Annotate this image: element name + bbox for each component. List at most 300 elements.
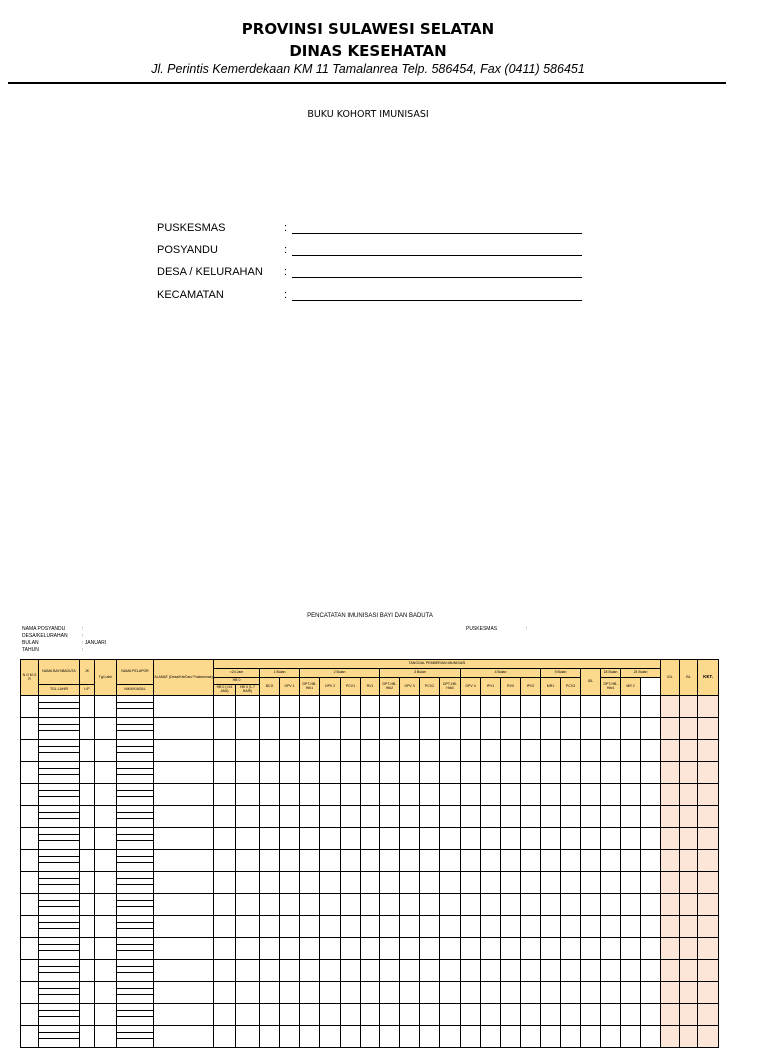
table-cell[interactable] (561, 718, 581, 740)
table-cell[interactable] (300, 784, 320, 806)
table-cell[interactable] (154, 894, 214, 916)
table-cell[interactable] (300, 894, 320, 916)
table-cell[interactable] (420, 762, 440, 784)
table-cell[interactable] (39, 850, 80, 872)
table-cell[interactable] (541, 1026, 561, 1048)
table-cell[interactable] (481, 696, 501, 718)
table-cell[interactable] (561, 850, 581, 872)
table-cell[interactable] (581, 960, 601, 982)
table-cell[interactable] (400, 894, 420, 916)
table-cell[interactable] (380, 696, 400, 718)
table-cell[interactable] (641, 850, 661, 872)
table-cell[interactable] (440, 982, 461, 1004)
table-cell[interactable] (521, 740, 541, 762)
table-cell[interactable] (341, 718, 361, 740)
table-cell[interactable] (260, 938, 280, 960)
table-cell[interactable] (680, 828, 698, 850)
table-cell[interactable] (80, 696, 95, 718)
table-cell[interactable] (461, 916, 481, 938)
table-cell[interactable] (541, 938, 561, 960)
table-cell[interactable] (320, 982, 341, 1004)
table-cell[interactable] (420, 740, 440, 762)
table-cell[interactable] (280, 982, 300, 1004)
table-cell[interactable] (39, 1026, 80, 1048)
table-cell[interactable] (680, 894, 698, 916)
table-cell[interactable] (341, 806, 361, 828)
table-cell[interactable] (661, 696, 680, 718)
table-cell[interactable] (661, 806, 680, 828)
table-cell[interactable] (420, 938, 440, 960)
table-cell[interactable] (361, 1004, 380, 1026)
table-cell[interactable] (680, 916, 698, 938)
table-cell[interactable] (581, 762, 601, 784)
table-cell[interactable] (80, 784, 95, 806)
table-cell[interactable] (39, 696, 80, 718)
table-cell[interactable] (400, 872, 420, 894)
table-cell[interactable] (641, 828, 661, 850)
table-cell[interactable] (154, 982, 214, 1004)
table-cell[interactable] (561, 762, 581, 784)
table-cell[interactable] (641, 806, 661, 828)
table-cell[interactable] (361, 982, 380, 1004)
table-cell[interactable] (420, 784, 440, 806)
table-cell[interactable] (380, 916, 400, 938)
table-cell[interactable] (117, 872, 154, 894)
table-cell[interactable] (698, 872, 719, 894)
table-cell[interactable] (154, 1004, 214, 1026)
table-cell[interactable] (39, 872, 80, 894)
table-cell[interactable] (361, 762, 380, 784)
table-cell[interactable] (236, 960, 260, 982)
table-cell[interactable] (214, 696, 236, 718)
table-cell[interactable] (561, 740, 581, 762)
table-cell[interactable] (39, 916, 80, 938)
table-cell[interactable] (117, 982, 154, 1004)
table-cell[interactable] (95, 718, 117, 740)
table-cell[interactable] (95, 1026, 117, 1048)
table-cell[interactable] (461, 806, 481, 828)
table-cell[interactable] (95, 938, 117, 960)
table-cell[interactable] (521, 850, 541, 872)
table-cell[interactable] (361, 784, 380, 806)
table-cell[interactable] (661, 894, 680, 916)
table-cell[interactable] (320, 1026, 341, 1048)
table-cell[interactable] (680, 938, 698, 960)
table-cell[interactable] (95, 872, 117, 894)
table-cell[interactable] (154, 784, 214, 806)
table-cell[interactable] (680, 982, 698, 1004)
table-cell[interactable] (236, 718, 260, 740)
table-cell[interactable] (601, 938, 621, 960)
table-cell[interactable] (601, 806, 621, 828)
table-cell[interactable] (260, 1026, 280, 1048)
table-cell[interactable] (260, 784, 280, 806)
table-cell[interactable] (481, 916, 501, 938)
table-cell[interactable] (380, 718, 400, 740)
table-cell[interactable] (39, 894, 80, 916)
table-cell[interactable] (680, 806, 698, 828)
table-cell[interactable] (481, 784, 501, 806)
table-cell[interactable] (380, 960, 400, 982)
table-cell[interactable] (521, 916, 541, 938)
table-cell[interactable] (698, 1004, 719, 1026)
table-cell[interactable] (341, 894, 361, 916)
table-cell[interactable] (501, 828, 521, 850)
table-cell[interactable] (541, 916, 561, 938)
table-cell[interactable] (420, 1004, 440, 1026)
table-cell[interactable] (39, 740, 80, 762)
table-cell[interactable] (461, 960, 481, 982)
table-cell[interactable] (236, 762, 260, 784)
table-cell[interactable] (501, 850, 521, 872)
table-cell[interactable] (236, 1004, 260, 1026)
table-cell[interactable] (260, 1004, 280, 1026)
table-cell[interactable] (117, 740, 154, 762)
table-cell[interactable] (680, 740, 698, 762)
table-cell[interactable] (300, 982, 320, 1004)
table-cell[interactable] (80, 740, 95, 762)
table-cell[interactable] (461, 982, 481, 1004)
table-cell[interactable] (601, 960, 621, 982)
table-cell[interactable] (95, 784, 117, 806)
table-cell[interactable] (361, 696, 380, 718)
table-cell[interactable] (341, 1004, 361, 1026)
table-cell[interactable] (117, 850, 154, 872)
table-cell[interactable] (440, 850, 461, 872)
table-cell[interactable] (621, 718, 641, 740)
table-cell[interactable] (280, 960, 300, 982)
table-cell[interactable] (280, 762, 300, 784)
table-cell[interactable] (561, 894, 581, 916)
table-cell[interactable] (461, 850, 481, 872)
table-cell[interactable] (214, 982, 236, 1004)
table-cell[interactable] (21, 982, 39, 1004)
table-cell[interactable] (21, 1026, 39, 1048)
table-cell[interactable] (521, 828, 541, 850)
info-fill-line[interactable] (292, 255, 582, 256)
table-cell[interactable] (661, 718, 680, 740)
table-cell[interactable] (95, 762, 117, 784)
table-cell[interactable] (501, 982, 521, 1004)
table-cell[interactable] (461, 784, 481, 806)
table-cell[interactable] (380, 850, 400, 872)
table-cell[interactable] (461, 696, 481, 718)
table-cell[interactable] (341, 938, 361, 960)
table-cell[interactable] (621, 872, 641, 894)
table-cell[interactable] (400, 1004, 420, 1026)
table-cell[interactable] (21, 850, 39, 872)
table-cell[interactable] (461, 1004, 481, 1026)
table-cell[interactable] (300, 938, 320, 960)
table-cell[interactable] (561, 828, 581, 850)
table-cell[interactable] (440, 784, 461, 806)
table-cell[interactable] (117, 806, 154, 828)
table-cell[interactable] (361, 872, 380, 894)
table-cell[interactable] (236, 696, 260, 718)
table-cell[interactable] (117, 1026, 154, 1048)
table-cell[interactable] (117, 828, 154, 850)
table-cell[interactable] (581, 740, 601, 762)
table-cell[interactable] (641, 1026, 661, 1048)
table-cell[interactable] (481, 850, 501, 872)
table-cell[interactable] (661, 784, 680, 806)
table-cell[interactable] (601, 1004, 621, 1026)
table-cell[interactable] (661, 982, 680, 1004)
table-cell[interactable] (280, 872, 300, 894)
table-cell[interactable] (154, 850, 214, 872)
table-cell[interactable] (661, 762, 680, 784)
table-cell[interactable] (21, 828, 39, 850)
table-cell[interactable] (541, 696, 561, 718)
table-cell[interactable] (361, 1026, 380, 1048)
table-cell[interactable] (581, 850, 601, 872)
table-cell[interactable] (300, 960, 320, 982)
table-cell[interactable] (236, 784, 260, 806)
table-cell[interactable] (154, 938, 214, 960)
table-cell[interactable] (541, 784, 561, 806)
table-cell[interactable] (80, 806, 95, 828)
table-cell[interactable] (400, 718, 420, 740)
table-cell[interactable] (214, 1004, 236, 1026)
table-cell[interactable] (561, 872, 581, 894)
table-cell[interactable] (260, 960, 280, 982)
table-cell[interactable] (541, 850, 561, 872)
table-cell[interactable] (561, 696, 581, 718)
table-cell[interactable] (361, 718, 380, 740)
table-cell[interactable] (21, 1004, 39, 1026)
table-cell[interactable] (698, 718, 719, 740)
table-cell[interactable] (440, 806, 461, 828)
table-cell[interactable] (380, 806, 400, 828)
table-cell[interactable] (621, 894, 641, 916)
table-cell[interactable] (214, 828, 236, 850)
table-cell[interactable] (260, 718, 280, 740)
table-cell[interactable] (621, 916, 641, 938)
table-cell[interactable] (581, 696, 601, 718)
table-cell[interactable] (154, 872, 214, 894)
table-cell[interactable] (621, 806, 641, 828)
table-cell[interactable] (541, 762, 561, 784)
table-cell[interactable] (320, 740, 341, 762)
table-cell[interactable] (601, 696, 621, 718)
table-cell[interactable] (361, 850, 380, 872)
table-cell[interactable] (280, 850, 300, 872)
table-cell[interactable] (95, 740, 117, 762)
table-cell[interactable] (39, 1004, 80, 1026)
table-cell[interactable] (300, 762, 320, 784)
table-cell[interactable] (420, 718, 440, 740)
table-cell[interactable] (541, 872, 561, 894)
table-cell[interactable] (260, 850, 280, 872)
table-cell[interactable] (661, 872, 680, 894)
table-cell[interactable] (117, 784, 154, 806)
table-cell[interactable] (80, 982, 95, 1004)
table-cell[interactable] (541, 894, 561, 916)
table-cell[interactable] (541, 740, 561, 762)
table-cell[interactable] (561, 916, 581, 938)
table-cell[interactable] (621, 1004, 641, 1026)
table-cell[interactable] (400, 696, 420, 718)
table-cell[interactable] (260, 916, 280, 938)
table-cell[interactable] (21, 806, 39, 828)
table-cell[interactable] (501, 740, 521, 762)
table-cell[interactable] (621, 784, 641, 806)
table-cell[interactable] (661, 850, 680, 872)
table-cell[interactable] (440, 740, 461, 762)
table-cell[interactable] (420, 1026, 440, 1048)
table-cell[interactable] (300, 740, 320, 762)
table-cell[interactable] (440, 916, 461, 938)
table-cell[interactable] (361, 828, 380, 850)
table-cell[interactable] (680, 1004, 698, 1026)
table-cell[interactable] (501, 894, 521, 916)
table-cell[interactable] (214, 1026, 236, 1048)
table-cell[interactable] (521, 806, 541, 828)
table-cell[interactable] (214, 784, 236, 806)
table-cell[interactable] (440, 1004, 461, 1026)
table-cell[interactable] (21, 938, 39, 960)
table-cell[interactable] (661, 938, 680, 960)
table-cell[interactable] (581, 938, 601, 960)
table-cell[interactable] (117, 696, 154, 718)
table-cell[interactable] (698, 938, 719, 960)
table-cell[interactable] (521, 894, 541, 916)
table-cell[interactable] (300, 872, 320, 894)
table-cell[interactable] (80, 762, 95, 784)
table-cell[interactable] (280, 784, 300, 806)
table-cell[interactable] (21, 960, 39, 982)
table-cell[interactable] (236, 850, 260, 872)
table-cell[interactable] (481, 1004, 501, 1026)
table-cell[interactable] (341, 982, 361, 1004)
table-cell[interactable] (154, 1026, 214, 1048)
table-cell[interactable] (380, 828, 400, 850)
table-cell[interactable] (561, 1026, 581, 1048)
table-cell[interactable] (680, 762, 698, 784)
table-cell[interactable] (320, 718, 341, 740)
table-cell[interactable] (461, 872, 481, 894)
table-cell[interactable] (117, 916, 154, 938)
table-cell[interactable] (698, 960, 719, 982)
table-cell[interactable] (501, 1026, 521, 1048)
table-cell[interactable] (154, 696, 214, 718)
info-fill-line[interactable] (292, 300, 582, 301)
table-cell[interactable] (400, 960, 420, 982)
table-cell[interactable] (117, 762, 154, 784)
table-cell[interactable] (420, 872, 440, 894)
table-cell[interactable] (380, 1026, 400, 1048)
table-cell[interactable] (461, 938, 481, 960)
table-cell[interactable] (661, 1026, 680, 1048)
table-cell[interactable] (300, 806, 320, 828)
table-cell[interactable] (380, 894, 400, 916)
table-cell[interactable] (661, 1004, 680, 1026)
table-cell[interactable] (117, 718, 154, 740)
table-cell[interactable] (280, 938, 300, 960)
table-cell[interactable] (280, 828, 300, 850)
table-cell[interactable] (400, 938, 420, 960)
table-cell[interactable] (260, 982, 280, 1004)
table-cell[interactable] (461, 762, 481, 784)
table-cell[interactable] (420, 806, 440, 828)
table-cell[interactable] (501, 916, 521, 938)
table-cell[interactable] (236, 872, 260, 894)
table-cell[interactable] (21, 718, 39, 740)
table-cell[interactable] (641, 916, 661, 938)
table-cell[interactable] (341, 696, 361, 718)
table-cell[interactable] (400, 806, 420, 828)
table-cell[interactable] (601, 718, 621, 740)
table-cell[interactable] (521, 784, 541, 806)
table-cell[interactable] (260, 828, 280, 850)
table-cell[interactable] (541, 982, 561, 1004)
table-cell[interactable] (236, 740, 260, 762)
table-cell[interactable] (501, 696, 521, 718)
table-cell[interactable] (581, 982, 601, 1004)
table-cell[interactable] (501, 762, 521, 784)
table-cell[interactable] (420, 828, 440, 850)
table-cell[interactable] (361, 938, 380, 960)
table-cell[interactable] (521, 872, 541, 894)
table-cell[interactable] (680, 1026, 698, 1048)
table-cell[interactable] (440, 938, 461, 960)
table-cell[interactable] (601, 762, 621, 784)
table-cell[interactable] (481, 828, 501, 850)
table-cell[interactable] (260, 762, 280, 784)
table-cell[interactable] (380, 784, 400, 806)
table-cell[interactable] (698, 916, 719, 938)
table-cell[interactable] (117, 894, 154, 916)
table-cell[interactable] (214, 806, 236, 828)
table-cell[interactable] (501, 806, 521, 828)
table-cell[interactable] (698, 784, 719, 806)
table-cell[interactable] (641, 960, 661, 982)
table-cell[interactable] (661, 740, 680, 762)
table-cell[interactable] (80, 718, 95, 740)
table-cell[interactable] (154, 916, 214, 938)
table-cell[interactable] (461, 1026, 481, 1048)
table-cell[interactable] (420, 960, 440, 982)
table-cell[interactable] (214, 718, 236, 740)
table-cell[interactable] (541, 1004, 561, 1026)
table-cell[interactable] (341, 828, 361, 850)
table-cell[interactable] (95, 806, 117, 828)
table-cell[interactable] (380, 872, 400, 894)
table-cell[interactable] (80, 916, 95, 938)
table-cell[interactable] (154, 960, 214, 982)
table-cell[interactable] (361, 894, 380, 916)
table-cell[interactable] (320, 894, 341, 916)
table-cell[interactable] (154, 762, 214, 784)
table-cell[interactable] (214, 916, 236, 938)
table-cell[interactable] (39, 828, 80, 850)
table-cell[interactable] (236, 894, 260, 916)
table-cell[interactable] (260, 894, 280, 916)
table-cell[interactable] (260, 740, 280, 762)
table-cell[interactable] (300, 718, 320, 740)
table-cell[interactable] (581, 916, 601, 938)
table-cell[interactable] (39, 938, 80, 960)
table-cell[interactable] (95, 894, 117, 916)
table-cell[interactable] (541, 806, 561, 828)
table-cell[interactable] (320, 806, 341, 828)
table-cell[interactable] (601, 916, 621, 938)
table-cell[interactable] (680, 872, 698, 894)
table-cell[interactable] (320, 850, 341, 872)
table-cell[interactable] (440, 872, 461, 894)
table-cell[interactable] (280, 916, 300, 938)
table-cell[interactable] (641, 938, 661, 960)
